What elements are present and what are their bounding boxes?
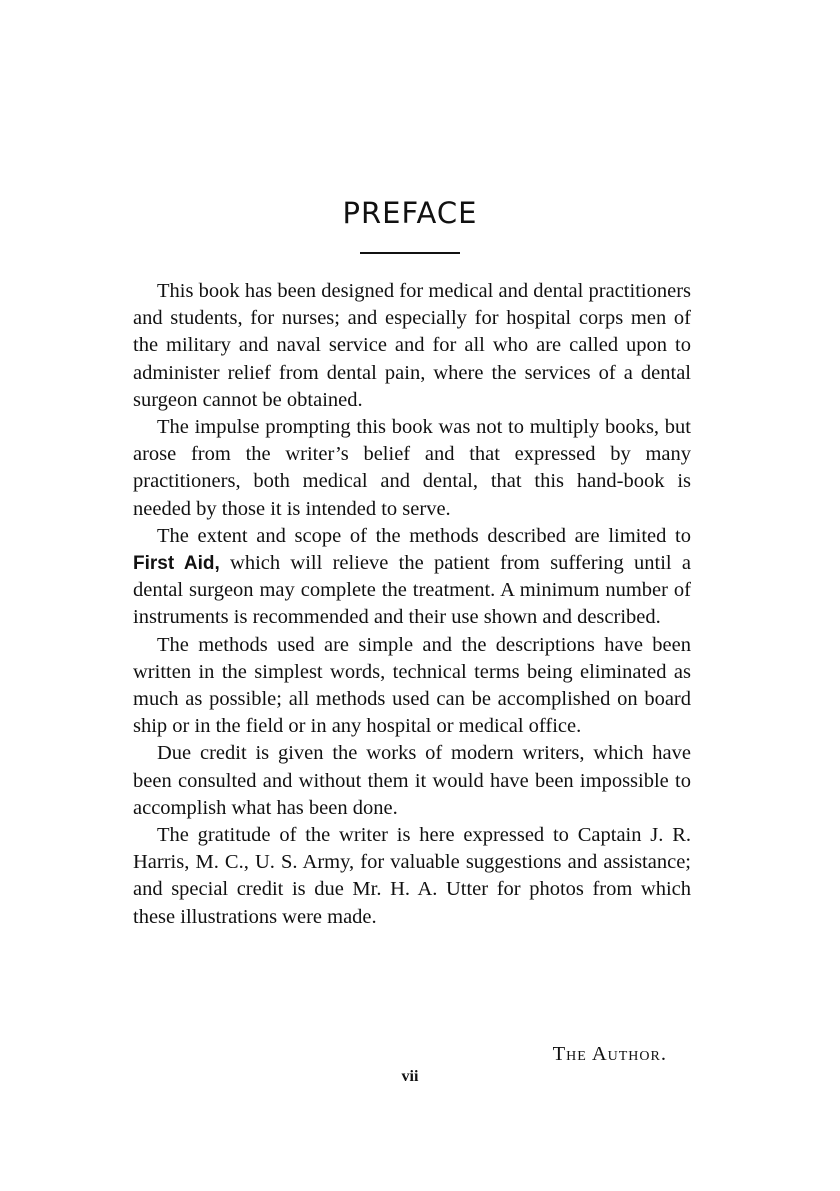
first-aid-emphasis: First Aid, xyxy=(133,553,220,575)
paragraph-scope-text-after: which will relieve the patient from suffering until a dental surgeon may complete the treatment. A minimum number of instruments is recommended and their use shown and described. xyxy=(133,552,691,629)
paragraph-scope-text-before: The extent and scope of the methods described are limited to xyxy=(157,524,691,547)
paragraph-impulse: The impulse prompting this book was not to multiply books, but arose from the writer’s belief and that expressed by many practitioners, both medical and dental, that this hand-book is needed by those it is intended to serve. xyxy=(133,416,691,520)
page-number: vii xyxy=(401,1068,419,1085)
author-signature: The Author. xyxy=(552,1043,667,1065)
page-title: PREFACE xyxy=(342,196,478,230)
paragraph-credit: Due credit is given the works of modern writers, which have been consulted and without them it would have been impossible to accomplish what has been done. xyxy=(133,742,691,819)
paragraph-intended-audience: This book has been designed for medical and dental practitioners and students, for nurses; and especially for hospital corps men of the military and naval service and for all who are called upon to administer relief from dental pain, where the services of a dental surgeon cannot be obtained. xyxy=(133,280,691,411)
paragraph-gratitude: The gratitude of the writer is here expressed to Captain J. R. Harris, M. C., U. S. Army, for valuable suggestions and assistance; and special credit is due Mr. H. A. Utter for photos from which these illustrations were made. xyxy=(133,824,691,928)
paragraph-methods: The methods used are simple and the descriptions have been written in the simplest words, technical terms being eliminated as much as possible; all methods used can be accomplished on board ship or in the field or in any hospital or medical office. xyxy=(133,633,691,738)
preface-body xyxy=(133,278,691,931)
title-rule xyxy=(360,252,460,254)
paragraph-scope xyxy=(133,523,691,632)
